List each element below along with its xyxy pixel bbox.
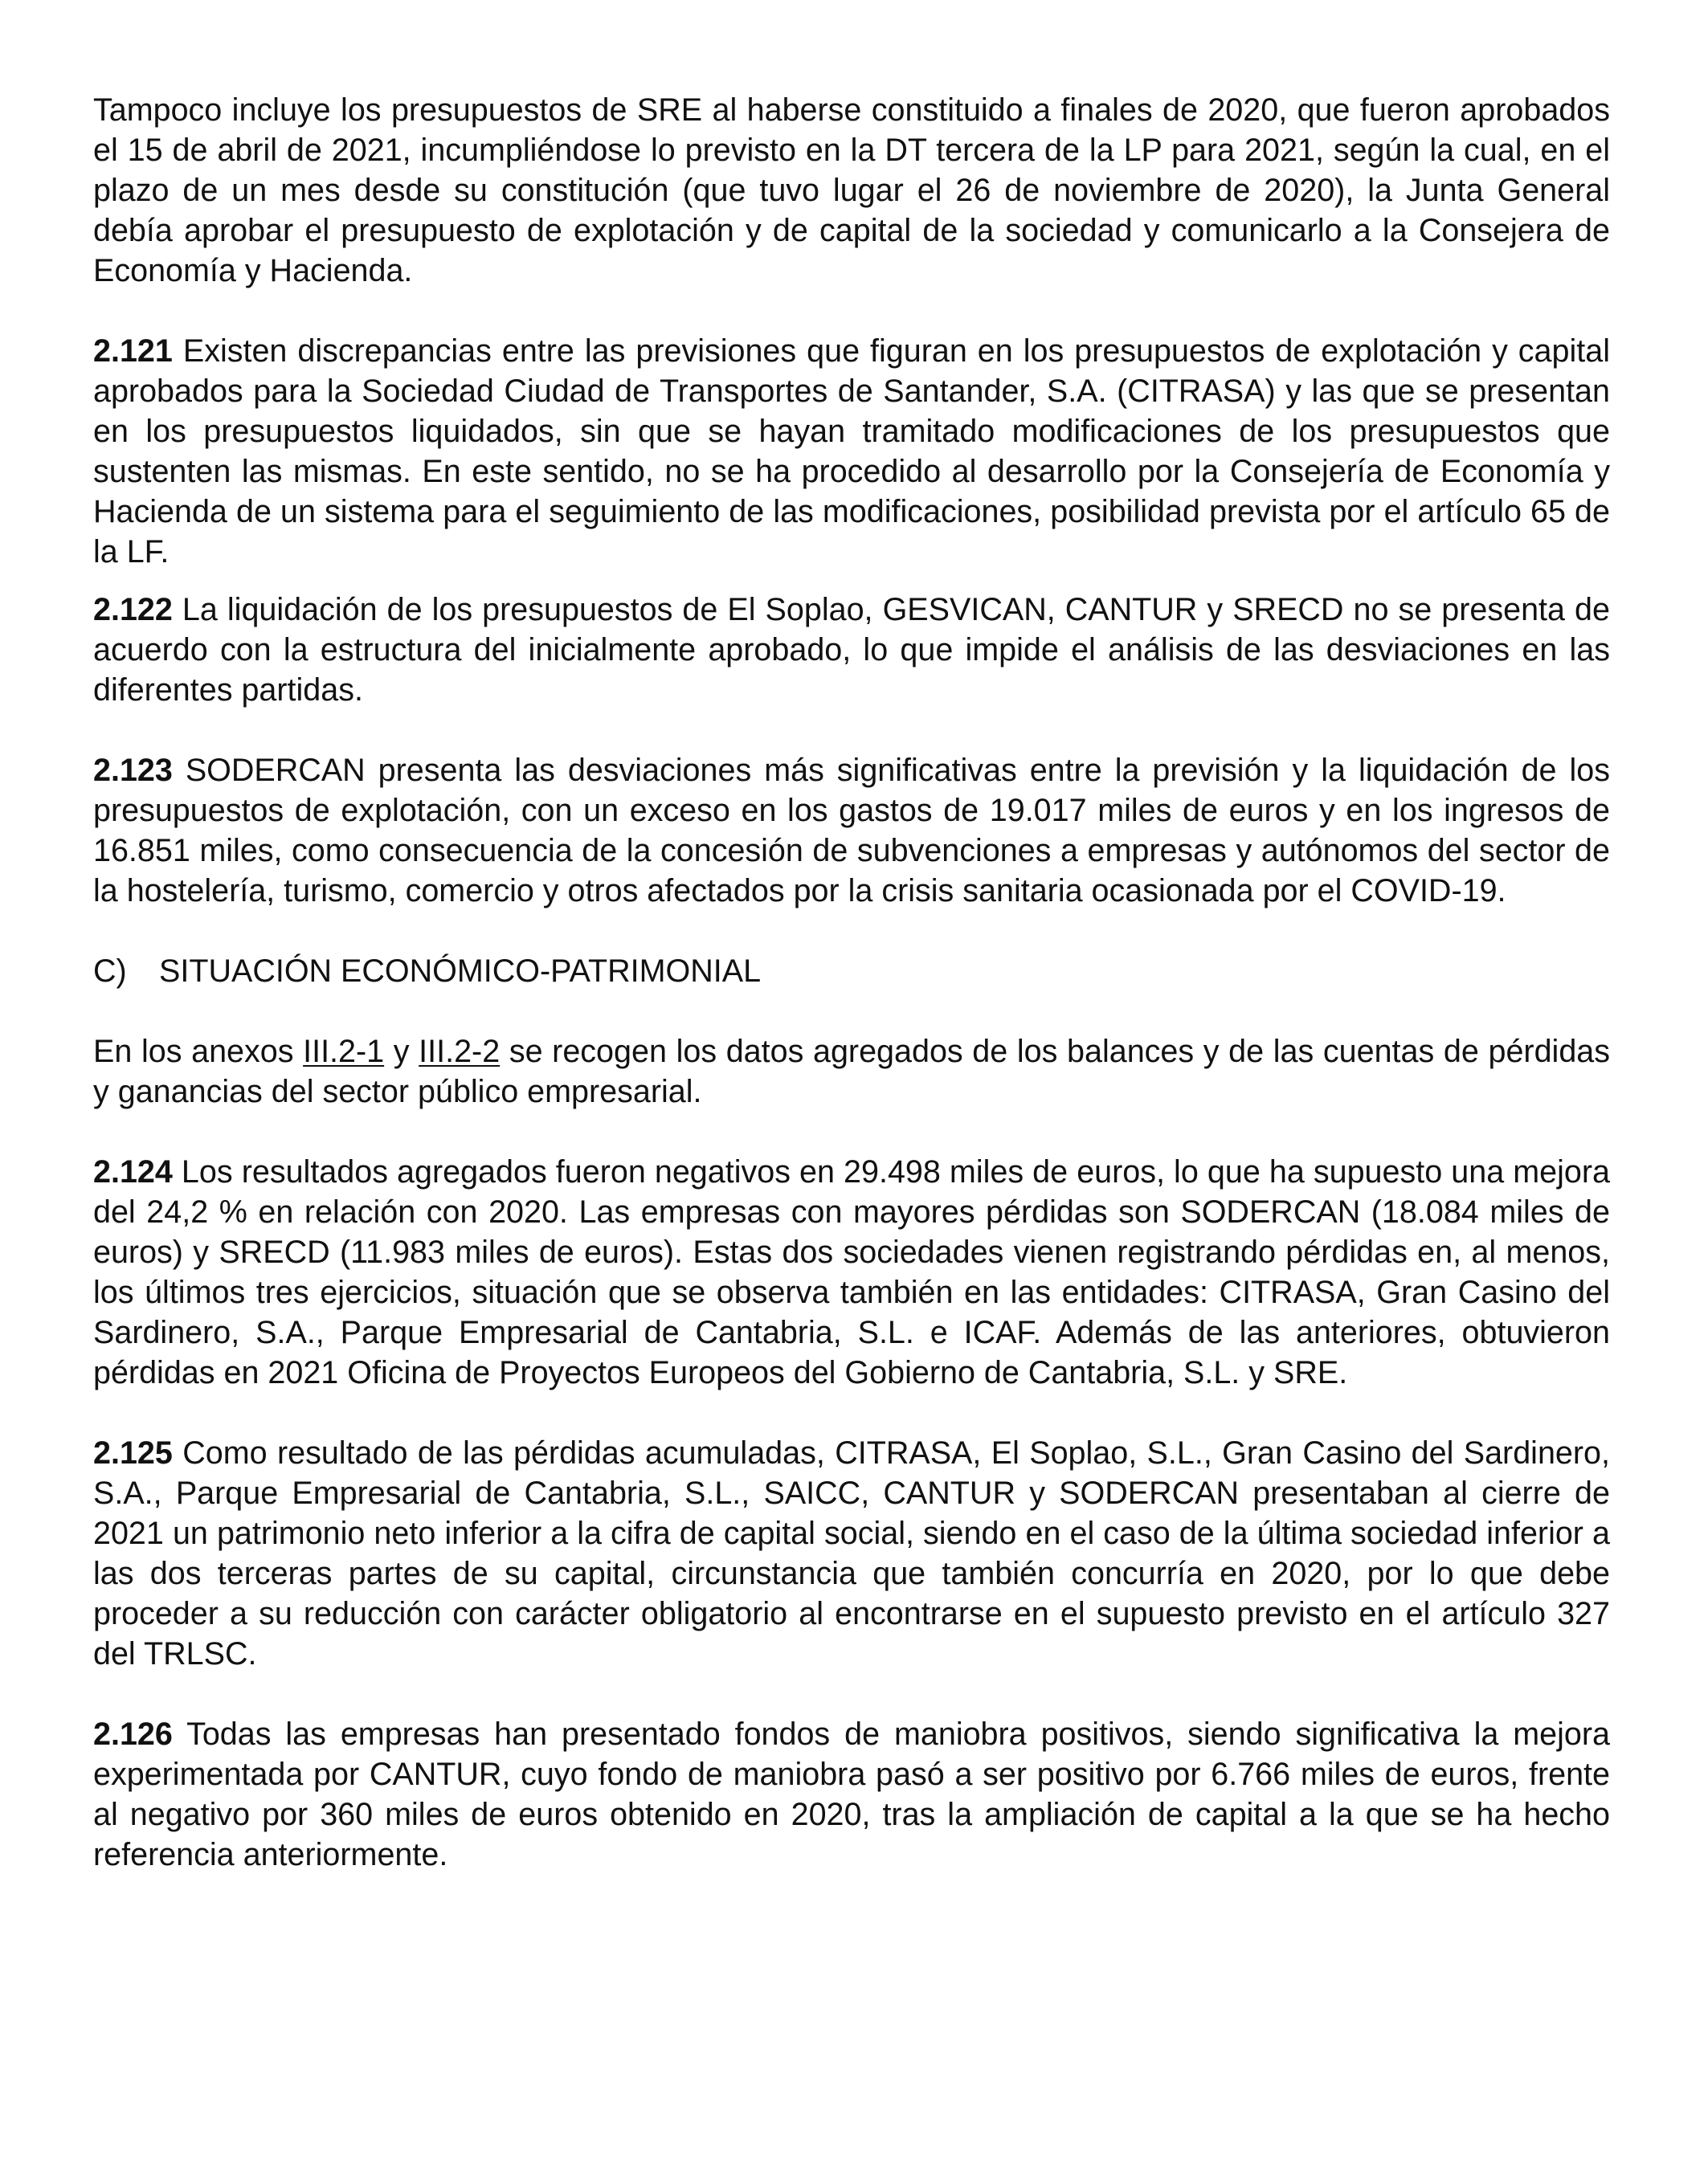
section-heading [93, 951, 1610, 991]
paragraph-number: 2.126 [93, 1717, 173, 1752]
paragraph-2-124 [93, 1152, 1610, 1393]
paragraph-number: 2.122 [93, 592, 173, 627]
paragraph-text: SODERCAN presenta las desviaciones más significativas entre la previsión y la liquidación de los presupuestos de explotación, con un exceso en los gastos de 19.017 miles de euros y en los ingresos de 16.851 miles, como consecuencia de la concesión de subvenciones a empresas y autónomos del sector de la hostelería, turismo, comercio y otros afectados por la crisis sanitaria ocasionada por el COVID-19. [93, 753, 1610, 908]
annex-text-after: se recogen los datos agregados de los balances y de las cuentas de pérdidas y ganancias del sector público empresarial. [93, 1034, 1610, 1109]
paragraph-number: 2.123 [93, 753, 173, 788]
annex-text-middle: y [384, 1034, 419, 1069]
paragraph-number: 2.121 [93, 333, 173, 369]
paragraph-text: Existen discrepancias entre las previsiones que figuran en los presupuestos de explotación y capital aprobados para la Sociedad Ciudad de Transportes de Santander, S.A. (CITRASA) y las que se presentan en los presupuestos liquidados, sin que se hayan tramitado modificaciones de los presupuestos que sustenten las mismas. En este sentido, no se ha procedido al desarrollo por la Consejería de Economía y Hacienda de un sistema para el seguimiento de las modificaciones, posibilidad prevista por el artículo 65 de la LF. [93, 333, 1610, 569]
paragraph-2-122 [93, 590, 1610, 710]
paragraph-number: 2.124 [93, 1154, 173, 1190]
paragraph-text: Como resultado de las pérdidas acumuladas, CITRASA, El Soplao, S.L., Gran Casino del Sardinero, S.A., Parque Empresarial de Cantabria, S.L., SAICC, CANTUR y SODERCAN presentaban al cierre de 2021 un patrimonio neto inferior a la cifra de capital social, siendo en el caso de la última sociedad inferior a las dos terceras partes de su capital, circunstancia que también concurría en 2020, por lo que debe proceder a su reducción con carácter obligatorio al encontrarse en el supuesto previsto en el artículo 327 del TRLSC. [93, 1435, 1610, 1672]
annex-link-iii-2-1[interactable]: III.2-1 [303, 1034, 385, 1069]
paragraph-2-126 [93, 1714, 1610, 1875]
document-page [93, 90, 1610, 1875]
section-letter: C) [93, 953, 127, 989]
paragraph-text: La liquidación de los presupuestos de El Soplao, GESVICAN, CANTUR y SRECD no se presenta de acuerdo con la estructura del inicialmente aprobado, lo que impide el análisis de las desviaciones en las diferentes partidas. [93, 592, 1610, 708]
paragraph-annex-reference [93, 1031, 1610, 1112]
paragraph-intro: Tampoco incluye los presupuestos de SRE al haberse constituido a finales de 2020, que fueron aprobados el 15 de abril de 2021, incumpliéndose lo previsto en la DT tercera de la LP para 2021, según la cual, en el plazo de un mes desde su constitución (que tuvo lugar el 26 de noviembre de 2020), la Junta General debía aprobar el presupuesto de explotación y de capital de la sociedad y comunicarlo a la Consejera de Economía y Hacienda. [93, 92, 1610, 288]
paragraph-2-121 [93, 331, 1610, 572]
paragraph-text: Todas las empresas han presentado fondos de maniobra positivos, siendo significativa la mejora experimentada por CANTUR, cuyo fondo de maniobra pasó a ser positivo por 6.766 miles de euros, frente al negativo por 360 miles de euros obtenido en 2020, tras la ampliación de capital a la que se ha hecho referencia anteriormente. [93, 1717, 1610, 1872]
paragraph-text: Los resultados agregados fueron negativos en 29.498 miles de euros, lo que ha supuesto una mejora del 24,2 % en relación con 2020. Las empresas con mayores pérdidas son SODERCAN (18.084 miles de euros) y SRECD (11.983 miles de euros). Estas dos sociedades vienen registrando pérdidas en, al menos, los últimos tres ejercicios, situación que se observa también en las entidades: CITRASA, Gran Casino del Sardinero, S.A., Parque Empresarial de Cantabria, S.L. e ICAF. Además de las anteriores, obtuvieron pérdidas en 2021 Oficina de Proyectos Europeos del Gobierno de Cantabria, S.L. y SRE. [93, 1154, 1610, 1390]
paragraph-number: 2.125 [93, 1435, 173, 1471]
annex-link-iii-2-2[interactable]: III.2-2 [419, 1034, 501, 1069]
paragraph-2-125 [93, 1433, 1610, 1674]
paragraph-2-123 [93, 750, 1610, 911]
annex-text-before: En los anexos [93, 1034, 304, 1069]
section-title: SITUACIÓN ECONÓMICO-PATRIMONIAL [159, 953, 762, 989]
